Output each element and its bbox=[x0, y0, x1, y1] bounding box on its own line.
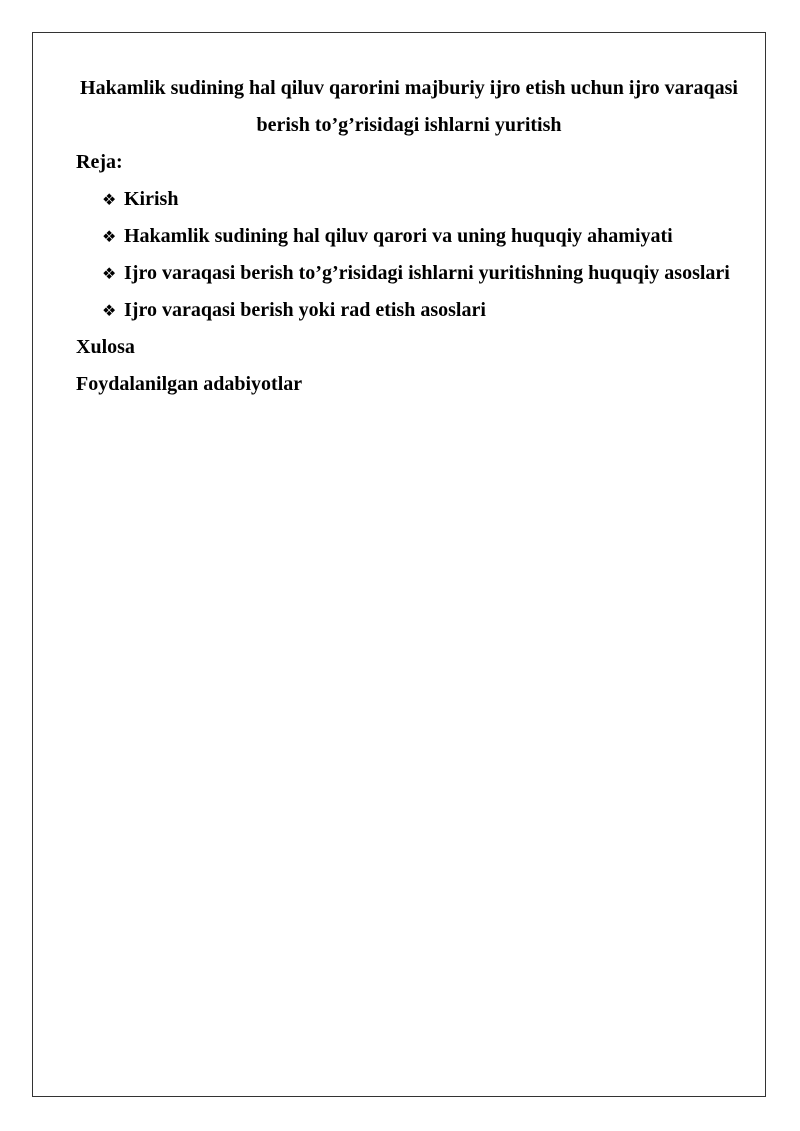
plan-item bbox=[102, 292, 742, 329]
plan-item bbox=[102, 218, 742, 255]
plan-item-label: Hakamlik sudining hal qiluv qarori va uning huquqiy ahamiyati bbox=[124, 225, 673, 247]
diamond-bullet-icon: ❖ bbox=[102, 301, 117, 320]
document-title: Hakamlik sudining hal qiluv qarorini majburiy ijro etish uchun ijro varaqasi berish to’g’risidagi ishlarni yuritish bbox=[80, 77, 738, 136]
diamond-bullet-icon: ❖ bbox=[102, 227, 117, 246]
conclusion-heading: Xulosa bbox=[76, 336, 135, 358]
plan-item bbox=[102, 181, 742, 218]
diamond-bullet-icon: ❖ bbox=[102, 264, 117, 283]
references-heading: Foydalanilgan adabiyotlar bbox=[76, 373, 303, 395]
diamond-bullet-icon: ❖ bbox=[102, 190, 117, 209]
document-body bbox=[76, 70, 742, 403]
plan-item-label: Kirish bbox=[124, 188, 179, 210]
plan-item-label: Ijro varaqasi berish to’g’risidagi ishlarni yuritishning huquqiy asoslari bbox=[124, 262, 730, 284]
plan-heading: Reja: bbox=[76, 151, 123, 173]
plan-item bbox=[102, 255, 742, 292]
plan-list bbox=[76, 181, 742, 329]
plan-item-label: Ijro varaqasi berish yoki rad etish asoslari bbox=[124, 299, 486, 321]
